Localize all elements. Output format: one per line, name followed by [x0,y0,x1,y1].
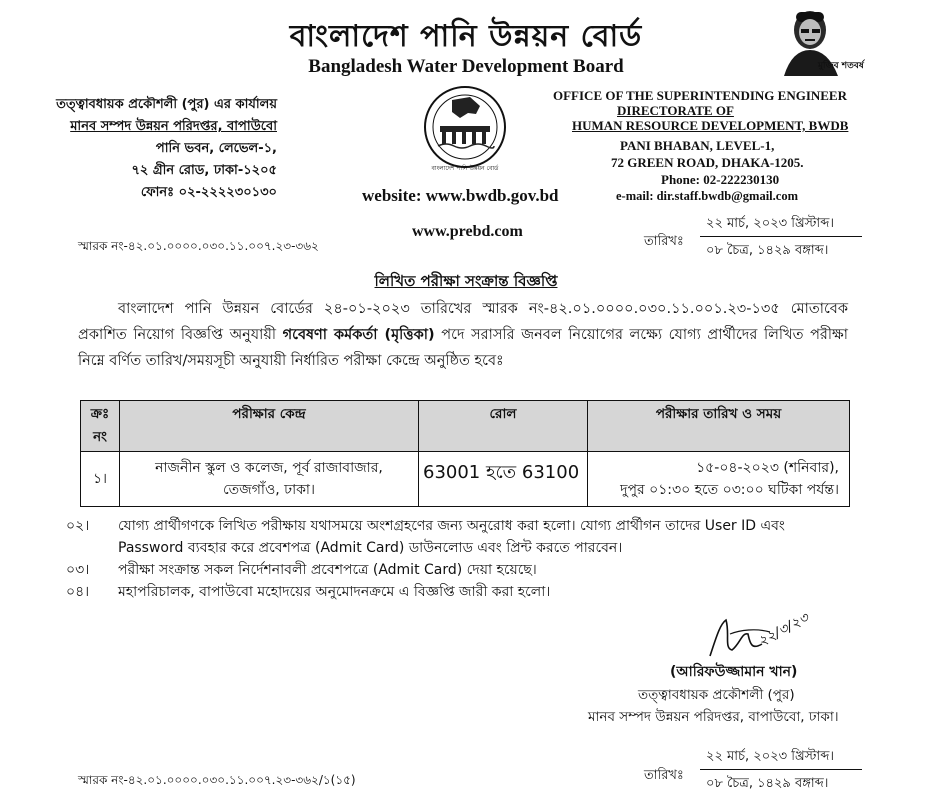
left-office-line1: তত্ত্বাবধায়ক প্রকৌশলী (পুর) এর কার্যালয় [56,97,277,112]
center-line2: তেজগাঁও, ঢাকা। [223,482,315,498]
website-url[interactable]: website: www.bwdb.gov.bd [362,186,559,205]
notice-body [78,296,848,374]
center-line1: নাজনীন স্কুল ও কলেজ, পূর্ব রাজাবাজার, [155,460,383,476]
cell-roll-range: 63001 হতে 63100 [419,452,588,507]
watermark-url: www.prebd.com [412,223,523,240]
right-office-line1: OFFICE OF THE SUPERINTENDING ENGINEER [553,88,847,103]
right-office-line3: HUMAN RESOURCE DEVELOPMENT, BWDB [572,118,849,133]
left-office-line3: পানি ভবন, লেভেল-১, [155,141,277,156]
col-exam-datetime: পরীক্ষার তারিখ ও সময় [588,401,850,452]
right-office-line5: 72 GREEN ROAD, DHAKA-1205. [611,155,804,170]
cell-exam-datetime [588,452,850,507]
portrait-caption: মুজিব শতবর্ষ [818,61,864,71]
date-divider [700,236,862,237]
item-number: ০৩। [66,562,90,578]
col-roll: রোল [419,401,588,452]
memo-number: স্মারক নং-৪২.০১.০০০০.০৩০.১১.০০৭.২৩-৩৬২ [78,239,319,253]
col-serial: ক্রঃ নং [81,401,120,452]
col-exam-center: পরীক্ষার কেন্দ্র [120,401,419,452]
exam-schedule-table [80,400,850,507]
table-row [81,452,850,507]
table-header-row [81,401,850,452]
exam-time: দুপুর ০১:৩০ হতে ০৩:০০ ঘটিকা পর্যন্ত। [620,482,839,498]
date-bangla-copy: ০৮ চৈত্র, ১৪২৯ বঙ্গাব্দ। [706,776,829,791]
right-office-line4: PANI BHABAN, LEVEL-1, [620,138,775,153]
right-office-phone: Phone: 02-222230130 [661,172,780,187]
signatory-name: (আরিফউজ্জামান খান) [670,664,798,680]
left-office-phone: ফোনঃ ০২-২২২২৩০১৩০ [140,185,277,200]
date-bangla: ০৮ চৈত্র, ১৪২৯ বঙ্গাব্দ। [706,243,829,258]
org-title-bangla: বাংলাদেশ পানি উন্নয়ন বোর্ড [289,19,643,54]
right-office-email: e-mail: dir.staff.bwdb@gmail.com [616,189,798,203]
date-gregorian-copy: ২২ মার্চ, ২০২৩ খ্রিস্টাব্দ। [706,749,834,764]
body-text-after: পদে সরাসরি জনবল নিয়োগের লক্ষ্যে যোগ্য প্রার্থীদের লিখিত পরীক্ষা নিম্নে বর্ণিত তারিখ/সময়সূচী অনুযায়ী নির্ধারিত পরীক্ষা কেন্দ্রে অনুষ্ঠিত হবেঃ [78,327,848,369]
date-label: তারিখঃ [644,234,684,249]
right-office-line2: DIRECTORATE OF [617,103,734,118]
item-text: যোগ্য প্রার্থীগণকে লিখিত পরীক্ষায় যথাসময়ে অংশগ্রহণের জন্য অনুরোধ করা হলো। যোগ্য প্রার্থীগন তাদের User ID এবং [118,518,785,534]
signatory-designation: তত্ত্বাবধায়ক প্রকৌশলী (পুর) [638,687,795,703]
logo-label: বাংলাদেশ পানি উন্নয়ন বোর্ড [431,165,499,172]
item-text: পরীক্ষা সংক্রান্ত সকল নির্দেশনাবলী প্রবেশপত্রে (Admit Card) দেয়া হয়েছে। [118,562,537,578]
memo-number-copy: স্মারক নং-৪২.০১.০০০০.০৩০.১১.০০৭.২৩-৩৬২/১(১৫) [78,773,356,787]
date-label-copy: তারিখঃ [644,768,684,783]
item-text: মহাপরিচালক, বাপাউবো মহোদয়ের অনুমোদনক্রমে এ বিজ্ঞপ্তি জারী করা হলো। [118,584,551,600]
post-name: গবেষণা কর্মকর্তা (মৃত্তিকা) [282,327,435,343]
item-text-cont: Password ব্যবহার করে প্রবেশপত্র (Admit Card) ডাউনলোড এবং প্রিন্ট করতে পারবেন। [118,540,623,556]
org-title-english: Bangladesh Water Development Board [308,56,624,77]
signature-date-scrawl: ২২/৩/২৩ [755,610,812,650]
left-office-line2: মানব সম্পদ উন্নয়ন পরিদপ্তর, বাপাউবো [70,119,277,134]
notice-subject: লিখিত পরীক্ষা সংক্রান্ত বিজ্ঞপ্তি [374,272,558,290]
date-divider-copy [700,769,862,770]
item-number: ০২। [66,518,90,534]
item-number: ০৪। [66,584,90,600]
signatory-office: মানব সম্পদ উন্নয়ন পরিদপ্তর, বাপাউবো, ঢাকা। [588,709,839,725]
body-text-before: বাংলাদেশ পানি উন্নয়ন বোর্ডের ২৪-০১-২০২৩ তারিখের স্মারক নং-৪২.০১.০০০০.০৩০.১১.০০১.২৩-১৩৫ মোতাবেক প্রকাশিত নিয়োগ বিজ্ঞপ্তি অনুযায়ী [78,301,848,343]
cell-serial: ১। [81,452,120,507]
date-gregorian: ২২ মার্চ, ২০২৩ খ্রিস্টাব্দ। [706,216,834,231]
left-office-line4: ৭২ গ্রীন রোড, ঢাকা-১২০৫ [131,163,277,178]
cell-exam-center [120,452,419,507]
bwdb-logo [422,84,508,170]
exam-date: ১৫-০৪-২০২৩ (শনিবার), [696,460,839,476]
